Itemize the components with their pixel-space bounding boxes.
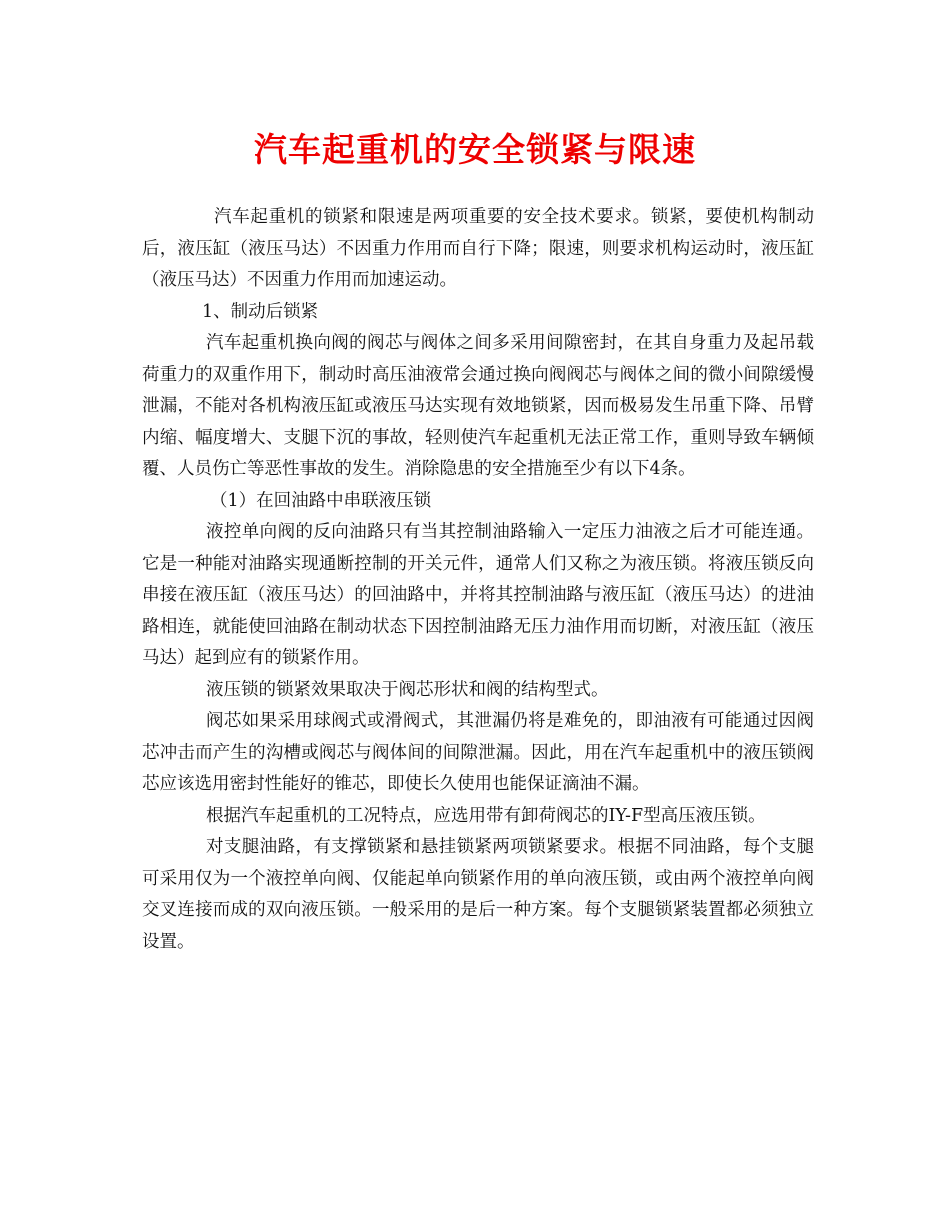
body-paragraph: 汽车起重机换向阀的阀芯与阀体之间多采用间隙密封，在其自身重力及起吊载荷重力的双重作用下，制动时高压油液常会通过换向阀阀芯与阀体之间的微小间隙缓慢泄漏，不能对各机构液压缸或液压马达实现有效地锁紧，因而极易发生吊重下降、吊臂内缩、幅度增大、支腿下沉的事故，轻则使汽车起重机无法正常工作，重则导致车辆倾覆、人员伤亡等恶性事故的发生。消除隐患的安全措施至少有以下4条。: [142, 333, 814, 479]
body-paragraph: 液压锁的锁紧效果取决于阀芯形状和阀的结构型式。: [206, 679, 609, 700]
body-paragraph: 阀芯如果采用球阀式或滑阀式，其泄漏仍将是难免的，即油液有可能通过因阀芯冲击而产生的沟槽或阀芯与阀体间的间隙泄漏。因此，用在汽车起重机中的液压锁阀芯应该选用密封性能好的锥芯，即使长久使用也能保证滴油不漏。: [142, 711, 814, 794]
intro-paragraph: 汽车起重机的锁紧和限速是两项重要的安全技术要求。锁紧，要使机构制动后，液压缸（液压马达）不因重力作用而自行下降；限速，则要求机构运动时，液压缸（液压马达）不因重力作用而加速运动。: [142, 207, 814, 290]
document-body: [142, 202, 814, 958]
document-title: 汽车起重机的安全锁紧与限速: [254, 130, 696, 169]
body-paragraph: 对支腿油路，有支撑锁紧和悬挂锁紧两项锁紧要求。根据不同油路，每个支腿可采用仅为一个液控单向阀、仅能起单向锁紧作用的单向液压锁，或由两个液控单向阀交叉连接而成的双向液压锁。一般采用的是后一种方案。每个支腿锁紧装置都必须独立设置。: [142, 837, 814, 952]
subsection-heading-1: （1）在回油路中串联液压锁: [210, 490, 432, 511]
section-heading-1: 1、制动后锁紧: [202, 301, 319, 322]
body-paragraph: 液控单向阀的反向油路只有当其控制油路输入一定压力油液之后才可能连通。它是一种能对油路实现通断控制的开关元件，通常人们又称之为液压锁。将液压锁反向串接在液压缸（液压马达）的回油路中，并将其控制油路与液压缸（液压马达）的进油路相连，就能使回油路在制动状态下因控制油路无压力油作用而切断，对液压缸（液压马达）起到应有的锁紧作用。: [142, 522, 814, 668]
body-paragraph: 根据汽车起重机的工况特点，应选用带有卸荷阀芯的IY-F型高压液压锁。: [206, 805, 766, 826]
